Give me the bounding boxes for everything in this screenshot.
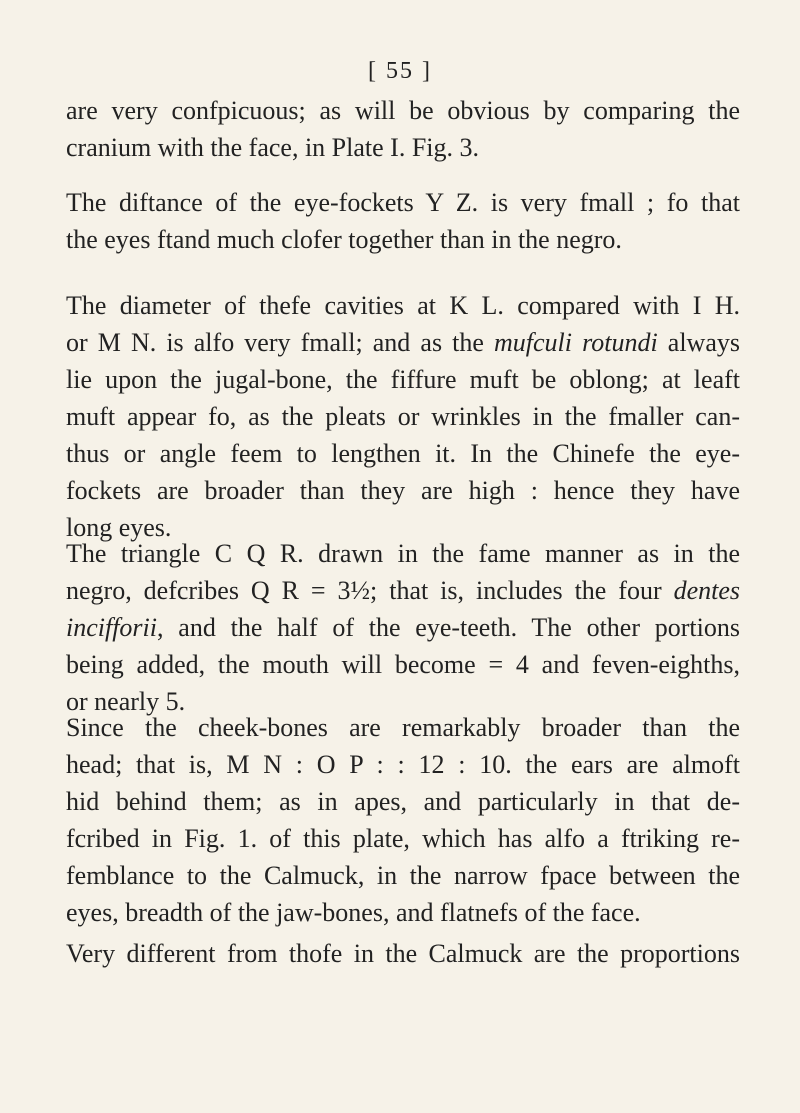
text-line: fockets are broader than they are high : hence they have <box>66 476 740 505</box>
paragraph-5 <box>66 709 740 931</box>
text-line: eyes, breadth of the jaw-bones, and flatnefs of the face. <box>66 898 641 927</box>
paragraph-4 <box>66 535 740 720</box>
text-line: muft appear fo, as the pleats or wrinkles in the fmaller can- <box>66 402 740 431</box>
text-line: are very confpicuous; as will be obvious by comparing the <box>66 96 740 125</box>
paragraph-1 <box>66 92 740 166</box>
text-line: long eyes. <box>66 513 172 542</box>
text-line: The diftance of the eye-fockets Y Z. is very fmall ; fo that <box>66 188 740 217</box>
latin-term: mufculi rotundi <box>494 328 658 357</box>
text-line: or nearly 5. <box>66 687 186 716</box>
paragraph-6 <box>66 935 740 972</box>
paragraph-3 <box>66 287 740 546</box>
text-line: lie upon the jugal-bone, the fiffure muft be oblong; at leaft <box>66 365 740 394</box>
text-line: the eyes ftand much clofer together than in the negro. <box>66 225 622 254</box>
text-line: thus or angle feem to lengthen it. In the Chinefe the eye- <box>66 439 740 468</box>
text-line: fcribed in Fig. 1. of this plate, which has alfo a ftriking re- <box>66 824 740 853</box>
text-line: being added, the mouth will become = 4 and feven-eighths, <box>66 650 740 679</box>
text-line: The triangle C Q R. drawn in the fame manner as in the <box>66 539 740 568</box>
page-number: [ 55 ] <box>368 58 432 84</box>
text-line: incifforii, and the half of the eye-teeth. The other portions <box>66 613 740 642</box>
latin-term: dentes <box>673 576 740 605</box>
text-line: negro, defcribes Q R = 3½; that is, includes the four dentes <box>66 576 740 605</box>
paragraph-2 <box>66 184 740 258</box>
latin-term: incifforii <box>66 613 157 642</box>
text-line: or M N. is alfo very fmall; and as the mufculi rotundi always <box>66 328 740 357</box>
text-line: hid behind them; as in apes, and particularly in that de- <box>66 787 740 816</box>
text-line: Since the cheek-bones are remarkably broader than the <box>66 713 740 742</box>
text-line: The diameter of thefe cavities at K L. compared with I H. <box>66 291 740 320</box>
text-line: head; that is, M N : O P : : 12 : 10. the ears are almoft <box>66 750 740 779</box>
text-line: cranium with the face, in Plate I. Fig. 3. <box>66 133 480 162</box>
text-line: Very different from thofe in the Calmuck are the proportions <box>66 939 740 968</box>
text-line: femblance to the Calmuck, in the narrow fpace between the <box>66 861 740 890</box>
